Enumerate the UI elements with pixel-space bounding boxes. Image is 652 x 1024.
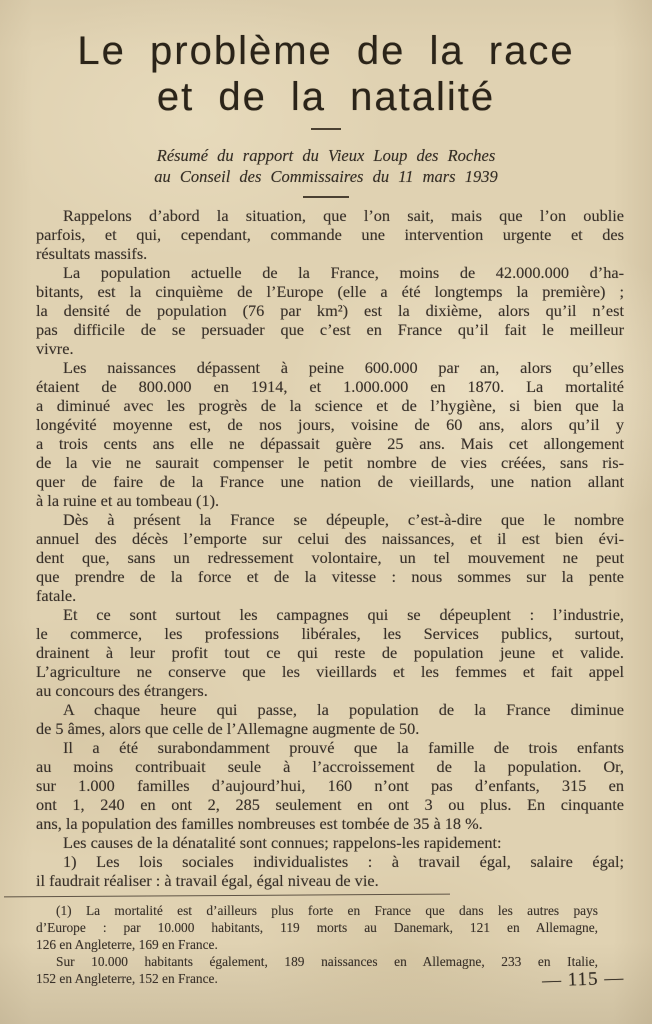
paragraph [36,833,624,852]
text-line: ont 1, 240 en ont 2, 285 seulement en ont 3 ou plus. En cinquante [36,795,624,814]
subtitle-divider [303,196,349,198]
text-line: (1) La mortalité est d’ailleurs plus forte en France que dans les autres pays [56,903,598,918]
text-line: Rappelons d’abord la situation, que l’on sait, mais que l’on oublie [63,206,624,225]
text-line: 152 en Angleterre, 152 en France. [36,970,218,986]
paragraph [36,738,624,833]
text-line: bitants, est la cinquième de l’Europe (elle a été longtemps la première) ; [36,282,624,301]
text-line: La population actuelle de la France, moins de 42.000.000 d’ha- [63,263,624,282]
text-line: A chaque heure qui passe, la population de la France diminue [63,700,624,719]
body-text [36,206,624,890]
paragraph [36,358,624,510]
page-number: — 115 — [541,967,625,992]
text-line: Et ce sont surtout les campagnes qui se dépeuplent : l’industrie, [63,605,624,624]
paragraph [36,605,624,700]
text-line: drainent à leur profit tout ce qui reste de population jeune et valide. [36,643,624,662]
text-line: de 5 âmes, alors que celle de l’Allemagne augmente de 50. [36,719,420,738]
title-line-1: Le problème de la race [77,29,575,73]
paragraph [36,510,624,605]
footnotes [36,903,598,988]
text-line: il faudrait réaliser : à travail égal, égal niveau de vie. [36,871,379,890]
text-line: à la ruine et au tombeau (1). [36,491,220,510]
title-line-2: et de la natalité [156,75,496,119]
text-line: Sur 10.000 habitants également, 189 naissances en Allemagne, 233 en Italie, [56,953,598,969]
subtitle-line-1: Résumé du rapport du Vieux Loup des Roches [156,146,496,165]
text-line: pas difficile de se persuader que c’est en France qu’il fait le meilleur [36,320,624,339]
title-divider [311,128,341,130]
text-line: au concours des étrangers. [36,681,208,700]
text-line: Les causes de la dénatalité sont connues; rappelons-les rapidement: [63,833,502,852]
paragraph [36,206,624,263]
subtitle [0,145,652,187]
text-line: étaient de 800.000 en 1914, et 1.000.000 en 1870. La mortalité [36,377,624,396]
text-line: dent que, sans un redressement volontaire, un tel mouvement ne peut [36,548,624,567]
text-line: L’agriculture ne conserve que les vieillards et les femmes et fait appel [36,662,624,681]
text-line: d’Europe : par 10.000 habitants, 119 morts au Danemark, 121 en Allemagne, [36,919,598,935]
text-line: 126 en Angleterre, 169 en France. [36,936,218,952]
text-line: a diminué avec les progrès de la science et de l’hygiène, si bien que la [36,396,624,415]
text-line: quer de faire de la France une nation de vieillards, une nation allant [36,472,624,491]
text-line: résultats massifs. [36,244,148,263]
text-line: parfois, et qui, cependant, commande une intervention urgente et des [36,225,624,244]
subtitle-line-2: au Conseil des Commissaires du 11 mars 1939 [154,167,498,186]
paragraph [36,954,598,988]
text-line: ans, la population des familles nombreuses est tombée de 35 à 18 %. [36,814,483,833]
document-header [0,28,652,198]
paragraph [36,700,624,738]
page-title [0,28,652,120]
text-line: la densité de population (76 par km²) est la dixième, alors qu’il n’est [36,301,624,320]
text-line: Dès à présent la France se dépeuple, c’est-à-dire que le nombre [63,510,624,529]
text-line: annuel des décès l’emporte sur celui des naissances, et il est bien évi- [36,529,624,548]
text-line: Les naissances dépassent à peine 600.000 par an, alors qu’elles [63,358,624,377]
text-line: vivre. [36,339,74,358]
paragraph [36,263,624,358]
paragraph [36,903,598,954]
text-line: fatale. [36,586,77,605]
text-line: que prendre de la force et de la vitesse : nous sommes sur la pente [36,567,624,586]
text-line: sur 1.000 familles d’aujourd’hui, 160 n’ont pas d’enfants, 315 en [36,776,624,795]
footnote-divider [4,894,450,898]
text-line: le commerce, les professions libérales, les Services publics, surtout, [36,624,624,643]
text-line: Il a été surabondamment prouvé que la famille de trois enfants [63,738,624,757]
text-line: de la vie ne saurait compenser le petit nombre de vies créées, sans ris- [36,453,624,472]
text-line: au moins contribuait seule à l’accroissement de la population. Or, [36,757,624,776]
paragraph [36,852,624,890]
text-line: 1) Les lois sociales individualistes : à travail égal, salaire égal; [63,852,624,871]
text-line: longévité moyenne est, de nos jours, voisine de 60 ans, alors qu’il y [36,415,624,434]
text-line: a trois cents ans elle ne dépassait guère 25 ans. Mais cet allongement [36,434,624,453]
